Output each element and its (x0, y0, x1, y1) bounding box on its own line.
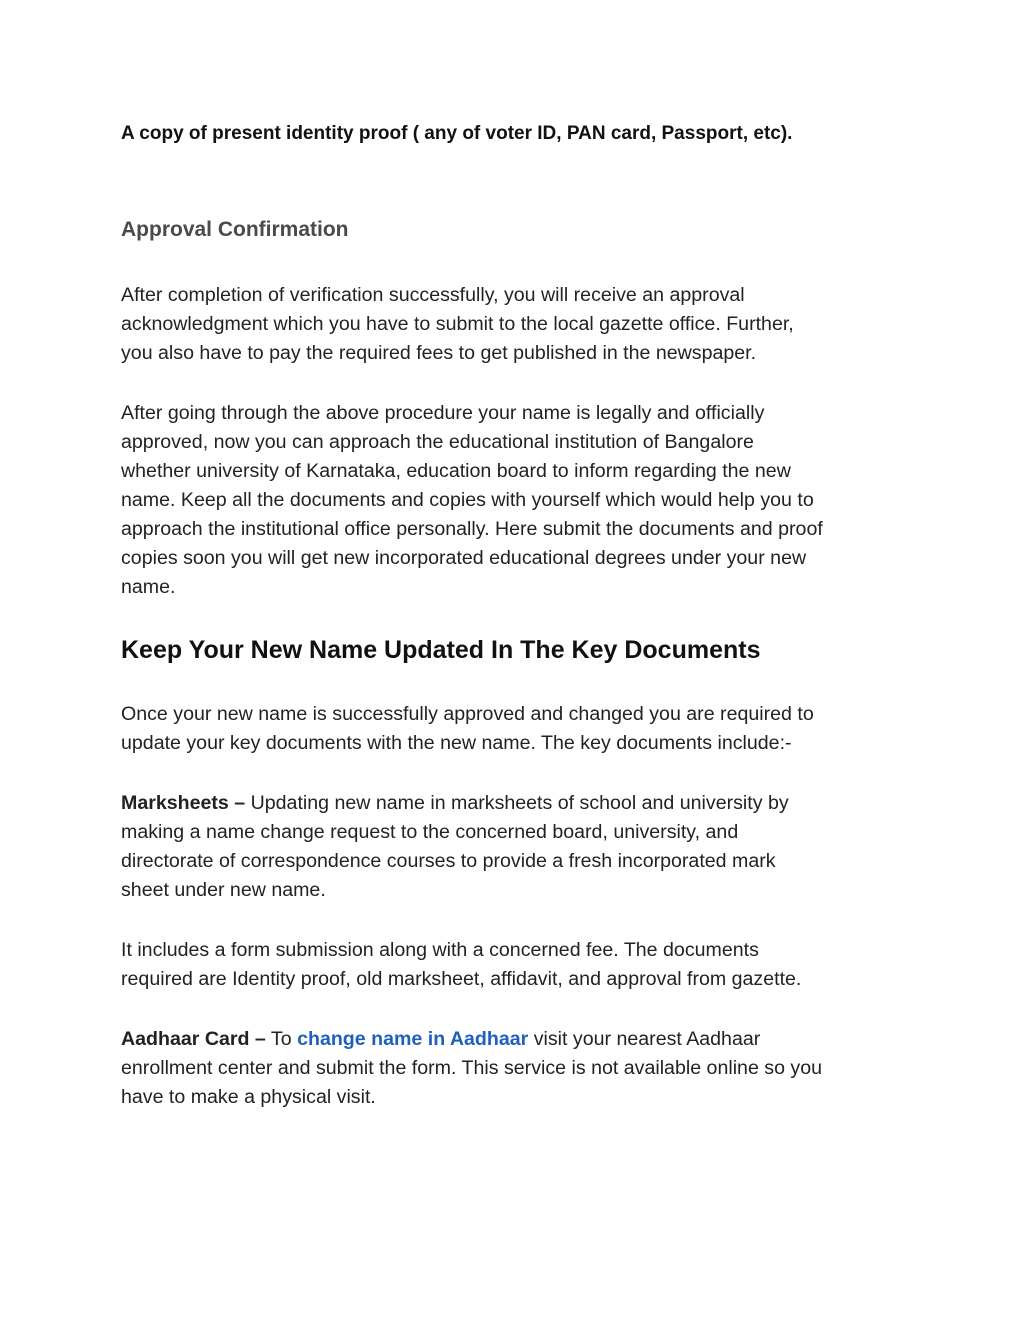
key-documents-intro (121, 700, 911, 758)
marksheets-text: Updating new name in marksheets of school and university by (245, 792, 789, 814)
paragraph-line: directorate of correspondence courses to provide a fresh incorporated mark (121, 850, 776, 872)
paragraph-line: copies soon you will get new incorporated educational degrees under your new (121, 547, 807, 569)
aadhaar-pre-link-text: To (265, 1028, 298, 1050)
paragraph-line: It includes a form submission along with a concerned fee. The documents (121, 939, 759, 961)
approval-confirmation-heading: Approval Confirmation (121, 218, 349, 241)
approval-paragraph-1 (121, 281, 911, 368)
paragraph-line: acknowledgment which you have to submit to the local gazette office. Further, (121, 313, 794, 335)
aadhaar-post-link-text: visit your nearest Aadhaar (528, 1028, 761, 1050)
paragraph-line: name. Keep all the documents and copies with yourself which would help you to (121, 489, 814, 511)
paragraph-line: required are Identity proof, old marksheet, affidavit, and approval from gazette. (121, 968, 802, 990)
aadhaar-paragraph (121, 1025, 911, 1112)
paragraph-line: approach the institutional office personally. Here submit the documents and proof (121, 518, 823, 540)
key-documents-heading: Keep Your New Name Updated In The Key Documents (121, 636, 761, 664)
approval-paragraph-2 (121, 399, 911, 602)
paragraph-line: enrollment center and submit the form. This service is not available online so you (121, 1057, 823, 1079)
paragraph-line: After going through the above procedure your name is legally and officially (121, 402, 765, 424)
aadhaar-label: Aadhaar Card – (121, 1028, 266, 1050)
change-name-aadhaar-link[interactable]: change name in Aadhaar (297, 1028, 529, 1050)
paragraph-line: approved, now you can approach the educational institution of Bangalore (121, 431, 754, 453)
paragraph-line: name. (121, 576, 176, 598)
paragraph-line: you also have to pay the required fees to get published in the newspaper. (121, 342, 757, 364)
marksheets-paragraph (121, 789, 911, 905)
paragraph-line: update your key documents with the new name. The key documents include:- (121, 732, 792, 754)
paragraph-line: have to make a physical visit. (121, 1086, 376, 1108)
paragraph-line: sheet under new name. (121, 879, 326, 901)
paragraph-line: Once your new name is successfully approved and changed you are required to (121, 703, 814, 725)
form-submission-paragraph (121, 936, 911, 994)
paragraph-line: making a name change request to the concerned board, university, and (121, 821, 739, 843)
paragraph-line (121, 789, 911, 818)
paragraph-line: whether university of Karnataka, education board to inform regarding the new (121, 460, 791, 482)
paragraph-line: After completion of verification successfully, you will receive an approval (121, 284, 745, 306)
paragraph-line (121, 1025, 911, 1054)
marksheets-label: Marksheets – (121, 792, 246, 814)
identity-proof-line: A copy of present identity proof ( any of voter ID, PAN card, Passport, etc). (121, 123, 793, 144)
